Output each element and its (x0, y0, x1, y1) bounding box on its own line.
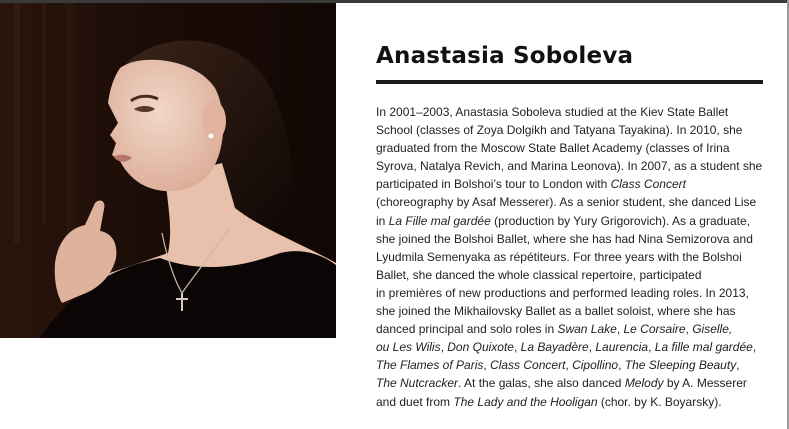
bio-text-run: graduated from the Moscow State Ballet Academy (classes of Irina (376, 141, 730, 156)
bio-text-run: danced principal and solo roles in (376, 322, 558, 337)
work-title: La Bayadère (520, 340, 589, 355)
portrait-photo (0, 3, 336, 338)
work-title: ou Les Wilis (376, 340, 441, 355)
work-title: Cipollino (572, 358, 619, 373)
work-title: Melody (624, 376, 664, 391)
dancer-name: Anastasia Soboleva (376, 43, 634, 69)
work-title: Swan Lake (557, 322, 617, 337)
bio-text-run: she joined the Bolshoi Ballet, where she has had Nina Semizorova and (376, 231, 753, 246)
bio-panel (376, 38, 766, 411)
heading-underline (376, 80, 763, 84)
work-title: The Flames of Paris (376, 358, 484, 373)
work-title: Don Quixote (447, 340, 514, 355)
bio-text-run: (production by Yury Grigorovich). As a graduate, (490, 213, 750, 228)
bio-line (376, 393, 766, 411)
bio-text-run: , (588, 340, 596, 355)
bio-line (376, 374, 766, 392)
bio-text-run: , (736, 358, 740, 373)
work-title: Laurencia (595, 340, 649, 355)
work-title: The Sleeping Beauty (624, 358, 737, 373)
bio-line (376, 356, 766, 374)
bio-text-run: , (618, 358, 625, 373)
work-title: The Lady and the Hooligan (453, 394, 598, 409)
bio-line (376, 338, 766, 356)
bio-line (376, 266, 766, 284)
bio-text-run: , (440, 340, 448, 355)
bio-text-run: , (685, 322, 693, 337)
bio-line (376, 212, 766, 230)
bio-line (376, 320, 766, 338)
bio-text (376, 103, 766, 411)
bio-text-run: School (classes of Zoya Dolgikh and Tatyana Tayakina). In 2010, she (376, 123, 743, 138)
bio-line (376, 230, 766, 248)
bio-text-run: , (648, 340, 655, 355)
bio-line (376, 139, 766, 157)
bio-text-run: Syrova, Natalya Revich, and Marina Leonova). In 2007, as a student she (376, 159, 763, 174)
bio-text-run: she joined the Mikhailovsky Ballet as a ballet soloist, where she has (376, 304, 736, 319)
bio-text-run: participated in Bolshoi’s tour to London with (376, 177, 611, 192)
bio-line (376, 284, 766, 302)
work-title: The Nutcracker (376, 376, 459, 391)
portrait-image (0, 3, 336, 338)
work-title: Class Concert (490, 358, 566, 373)
bio-line (376, 193, 766, 211)
bio-line (376, 103, 766, 121)
work-title: Giselle, (692, 322, 733, 337)
bio-line (376, 175, 766, 193)
bio-text-run: by A. Messerer (663, 376, 747, 391)
bio-text-run: , (513, 340, 521, 355)
bio-text-run: (choreography by Asaf Messerer). As a senior student, she danced Lise (376, 195, 757, 210)
work-title: La fille mal gardée (654, 340, 753, 355)
bio-line (376, 157, 766, 175)
bio-text-run: (chor. by K. Boyarsky). (597, 394, 722, 409)
bio-text-run: , (565, 358, 573, 373)
bio-text-run: , (483, 358, 491, 373)
work-title: Le Corsaire (623, 322, 686, 337)
work-title: Class Concert (610, 177, 686, 192)
bio-text-run: in premières of new productions and performed leading roles. In 2013, (376, 285, 749, 300)
bio-line (376, 121, 766, 139)
work-title: La Fille mal gardée (388, 213, 491, 228)
bio-text-run: In 2001–2003, Anastasia Soboleva studied at the Kiev State Ballet (376, 105, 729, 119)
bio-text-run: Lyudmila Semenyaka as répétiteurs. For three years with the Bolshoi (376, 249, 742, 264)
bio-text-run: . At the galas, she also danced (458, 376, 625, 391)
bio-text-run: , (616, 322, 624, 337)
bio-text-run: , (752, 340, 757, 355)
bio-line (376, 248, 766, 266)
bio-text-run: Ballet, she danced the whole classical repertoire, participated (376, 267, 702, 282)
bio-text-run: in (376, 213, 389, 228)
bio-line (376, 302, 766, 320)
bio-text-run: and duet from (376, 394, 454, 409)
